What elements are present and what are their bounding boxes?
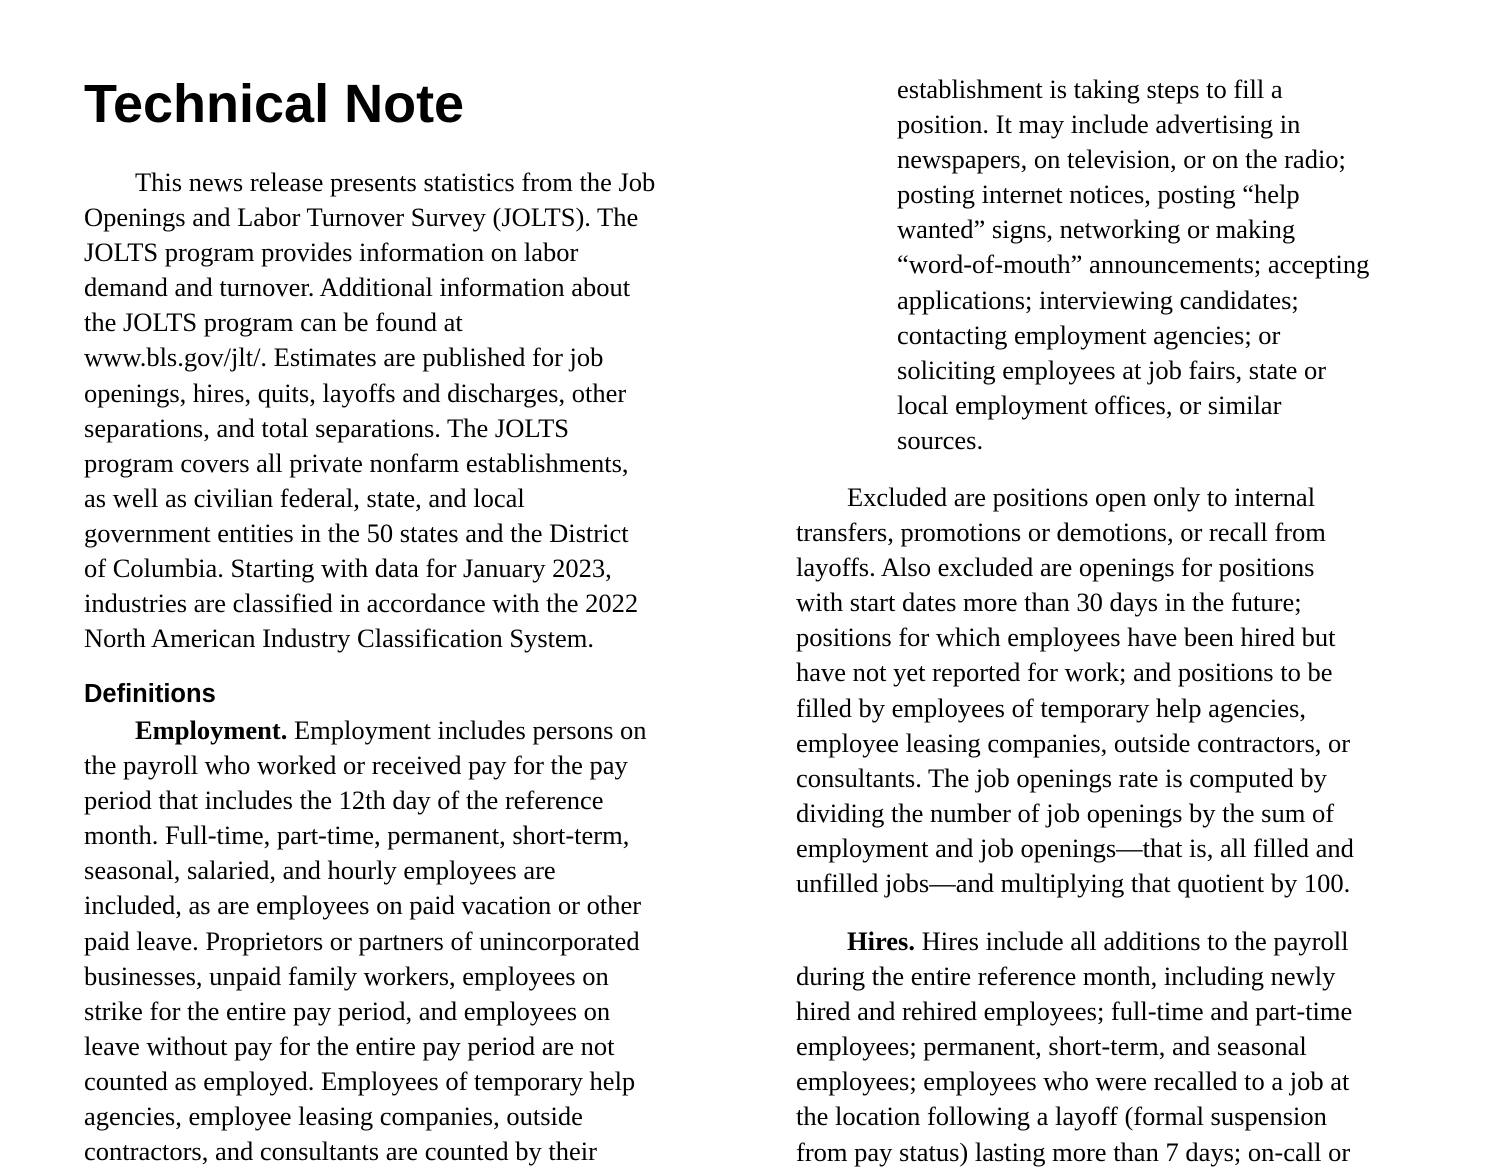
hires-line: from pay status) lasting more than 7 days; on-call or: [796, 1136, 1351, 1167]
job-openings-line: position. It may include advertising in: [897, 109, 1301, 140]
excluded-line: unfilled jobs—and multiplying that quotient by 100.: [796, 868, 1351, 899]
employment-line: strike for the entire pay period, and employees on: [84, 995, 611, 1026]
intro-paragraph: [84, 165, 655, 656]
employment-line: period that includes the 12th day of the reference: [84, 785, 604, 816]
employment-line: leave without pay for the entire pay period are not: [84, 1030, 615, 1061]
intro-line: North American Industry Classification System.: [84, 623, 595, 654]
job-openings-line: establishment is taking steps to fill a: [897, 74, 1283, 104]
employment-line: agencies, employee leasing companies, outside: [84, 1101, 583, 1132]
intro-line: program covers all private nonfarm establishments,: [84, 447, 629, 478]
employment-line: counted as employed. Employees of temporary help: [84, 1065, 636, 1096]
job-openings-line: local employment offices, or similar: [897, 389, 1282, 420]
intro-line: the JOLTS program can be found at: [84, 307, 463, 338]
intro-line: www.bls.gov/jlt/. Estimates are published for job: [84, 342, 604, 373]
excluded-line: positions for which employees have been hired but: [796, 622, 1336, 653]
intro-line: as well as civilian federal, state, and local: [84, 482, 525, 513]
job-openings-line: soliciting employees at job fairs, state or: [897, 354, 1327, 385]
job-openings-line: sources.: [897, 424, 984, 455]
excluded-line: transfers, promotions or demotions, or recall from: [796, 517, 1326, 548]
employment-line: month. Full-time, part-time, permanent, short-term,: [84, 820, 630, 851]
job-openings-line: wanted” signs, networking or making: [897, 214, 1296, 245]
excluded-line: dividing the number of job openings by the sum of: [796, 797, 1335, 828]
page-title: Technical Note: [84, 74, 465, 134]
excluded-line: consultants. The job openings rate is computed by: [796, 762, 1327, 793]
intro-line: JOLTS program provides information on labor: [84, 237, 579, 268]
hires-first-line: [796, 924, 1352, 959]
employment-line: seasonal, salaried, and hourly employees are: [84, 855, 556, 886]
excluded-line: Excluded are positions open only to internal: [847, 482, 1316, 512]
hires-term: Hires.: [847, 926, 915, 956]
excluded-line: with start dates more than 30 days in the future;: [796, 587, 1302, 618]
job-openings-line: “word-of-mouth” announcements; accepting: [897, 249, 1370, 280]
intro-line: separations, and total separations. The JOLTS: [84, 412, 570, 443]
excluded-line: layoffs. Also excluded are openings for positions: [796, 552, 1315, 583]
hires-line: employees; permanent, short-term, and seasonal: [796, 1031, 1307, 1062]
hires-line: employees; employees who were recalled to a job at: [796, 1066, 1350, 1097]
excluded-line: employee leasing companies, outside contractors, or: [796, 727, 1351, 758]
hires-definition: [796, 924, 1352, 1170]
intro-line: of Columbia. Starting with data for January 2023,: [84, 553, 612, 584]
employment-line: the payroll who worked or received pay for the pay: [84, 750, 628, 781]
definitions-heading: Definitions: [84, 680, 216, 708]
intro-line: industries are classified in accordance with the 2022: [84, 588, 639, 619]
employment-line: paid leave. Proprietors or partners of unincorporated: [84, 925, 640, 956]
hires-line: during the entire reference month, including newly: [796, 961, 1336, 992]
intro-line: This news release presents statistics from the Job: [135, 167, 656, 197]
excluded-line: have not yet reported for work; and positions to be: [796, 657, 1333, 688]
intro-line: Openings and Labor Turnover Survey (JOLTS). The: [84, 202, 639, 233]
excluded-line: filled by employees of temporary help agencies,: [796, 692, 1306, 723]
employment-line: included, as are employees on paid vacation or other: [84, 890, 642, 921]
employment-line: businesses, unpaid family workers, employees on: [84, 960, 609, 991]
job-openings-line: newspapers, on television, or on the radio;: [897, 144, 1346, 175]
employment-first-line: [84, 713, 647, 748]
intro-line: demand and turnover. Additional information about: [84, 272, 631, 303]
job-openings-line: applications; interviewing candidates;: [897, 284, 1299, 315]
job-openings-line: contacting employment agencies; or: [897, 319, 1281, 350]
employment-term: Employment.: [135, 715, 288, 745]
hires-first-line-text: Hires include all additions to the payroll: [914, 926, 1349, 956]
intro-line: openings, hires, quits, layoffs and discharges, other: [84, 377, 627, 408]
employment-definition: [84, 713, 647, 1169]
job-openings-continued: [897, 72, 1369, 458]
intro-line: government entities in the 50 states and the District: [84, 517, 629, 548]
employment-first-line-text: Employment includes persons on: [287, 715, 647, 745]
excluded-paragraph: [796, 480, 1354, 901]
job-openings-line: posting internet notices, posting “help: [897, 179, 1300, 210]
employment-line: contractors, and consultants are counted by their: [84, 1136, 597, 1167]
hires-line: the location following a layoff (formal suspension: [796, 1101, 1327, 1132]
excluded-line: employment and job openings—that is, all filled and: [796, 832, 1354, 863]
hires-line: hired and rehired employees; full-time and part-time: [796, 996, 1353, 1027]
